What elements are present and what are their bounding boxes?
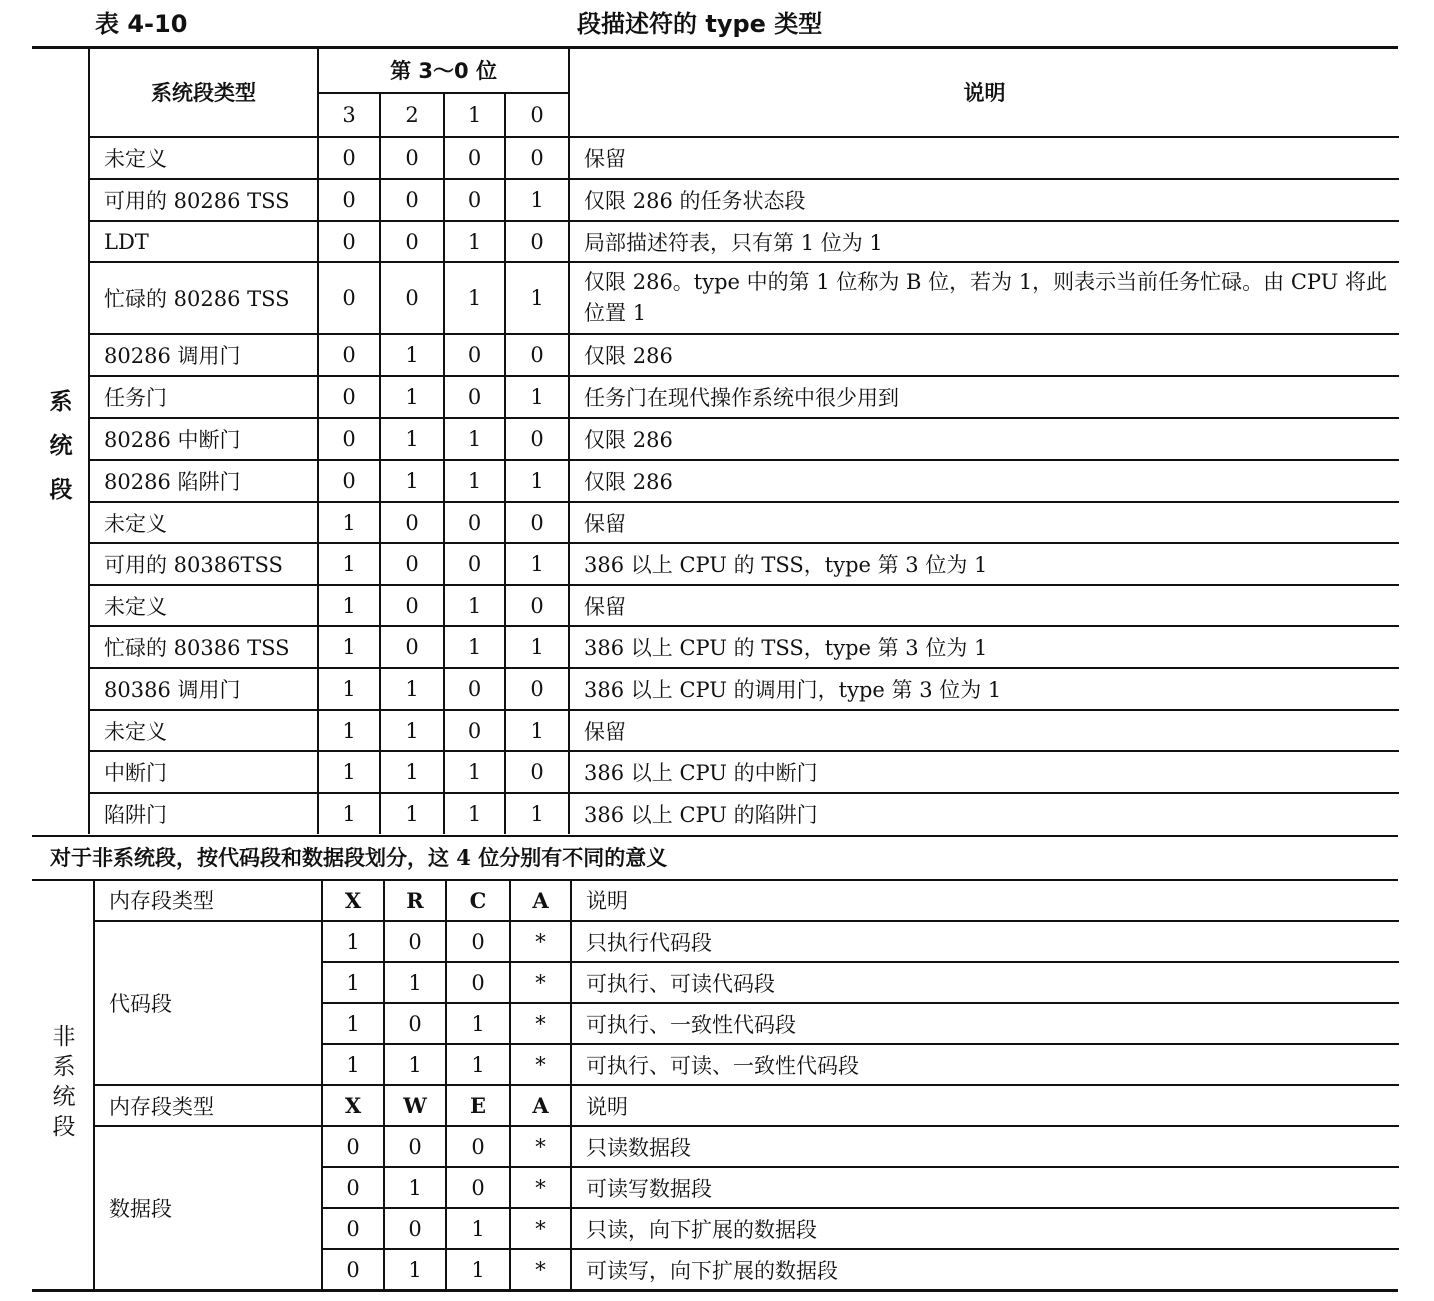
bit-1-cell: 1 [444, 418, 505, 460]
description-cell: 保留 [569, 710, 1399, 751]
bit-3-cell: 0 [318, 460, 380, 502]
bit-cell: 0 [446, 1167, 510, 1208]
table-row [89, 179, 1399, 221]
memory-type-header: 内存段类型 [94, 1085, 322, 1126]
bit-3-cell: 1 [318, 793, 380, 834]
bit-cell: * [510, 1208, 571, 1249]
bit-1-cell: 0 [444, 710, 505, 751]
bit-0-cell: 1 [505, 262, 569, 334]
description-cell: 局部描述符表，只有第 1 位为 1 [569, 221, 1399, 262]
bit-cell: 1 [322, 1003, 384, 1044]
table-row [89, 418, 1399, 460]
description-cell: 任务门在现代操作系统中很少用到 [569, 376, 1399, 418]
bit-2-cell: 1 [380, 751, 444, 793]
system-group-label: 系 统 段 [49, 388, 73, 503]
bit-3-header: 3 [318, 93, 380, 137]
description-cell: 386 以上 CPU 的中断门 [569, 751, 1399, 793]
bit-1-cell: 0 [444, 334, 505, 376]
bit-0-header: 0 [505, 93, 569, 137]
bit-2-cell: 0 [380, 179, 444, 221]
segment-type-cell: 未定义 [89, 137, 318, 179]
description-cell: 可执行、可读代码段 [571, 962, 1399, 1003]
table-row [89, 262, 1399, 334]
bit-3-cell: 1 [318, 668, 380, 710]
table-row [89, 221, 1399, 262]
bit-0-cell: 1 [505, 376, 569, 418]
segment-type-cell: 可用的 80386TSS [89, 543, 318, 585]
description-cell: 可执行、一致性代码段 [571, 1003, 1399, 1044]
segment-type-cell: 任务门 [89, 376, 318, 418]
bit-cell: 0 [384, 1208, 446, 1249]
description-cell: 保留 [569, 137, 1399, 179]
desc-header: 说明 [569, 48, 1399, 137]
segment-type-cell: 80286 陷阱门 [89, 460, 318, 502]
table-title: 段描述符的 type 类型 [577, 10, 823, 38]
description-cell: 仅限 286 [569, 418, 1399, 460]
segment-type-cell: 80386 调用门 [89, 668, 318, 710]
bit-cell: * [510, 921, 571, 962]
bit-2-cell: 1 [380, 334, 444, 376]
bit-cell: 0 [384, 1126, 446, 1167]
bit-1-cell: 1 [444, 751, 505, 793]
description-cell: 386 以上 CPU 的 TSS，type 第 3 位为 1 [569, 626, 1399, 668]
table-row [94, 921, 1399, 962]
bit-0-cell: 0 [505, 221, 569, 262]
bit-letter-header: A [510, 880, 571, 921]
bit-letter-header: E [446, 1085, 510, 1126]
bit-0-cell: 0 [505, 585, 569, 626]
bit-0-cell: 1 [505, 626, 569, 668]
bit-cell: 0 [322, 1126, 384, 1167]
description-cell: 386 以上 CPU 的陷阱门 [569, 793, 1399, 834]
description-cell: 只读数据段 [571, 1126, 1399, 1167]
description-cell: 386 以上 CPU 的调用门，type 第 3 位为 1 [569, 668, 1399, 710]
bit-1-cell: 0 [444, 137, 505, 179]
bit-cell: * [510, 1044, 571, 1085]
system-segment-table [88, 48, 1399, 834]
bit-3-cell: 1 [318, 585, 380, 626]
segment-type-cell: LDT [89, 221, 318, 262]
bit-cell: 0 [322, 1208, 384, 1249]
non-system-group-label: 非 系 统 段 [52, 1024, 76, 1140]
description-cell: 保留 [569, 585, 1399, 626]
bit-1-cell: 1 [444, 262, 505, 334]
non-system-note: 对于非系统段，按代码段和数据段划分，这 4 位分别有不同的意义 [50, 845, 668, 870]
table-row [89, 710, 1399, 751]
data-segment-label: 数据段 [94, 1126, 322, 1290]
bit-2-cell: 0 [380, 221, 444, 262]
bit-cell: 1 [384, 962, 446, 1003]
bit-letter-header: W [384, 1085, 446, 1126]
bit-cell: 0 [446, 921, 510, 962]
desc-header: 说明 [571, 880, 1399, 921]
segment-type-cell: 80286 调用门 [89, 334, 318, 376]
bit-2-cell: 1 [380, 710, 444, 751]
bit-0-cell: 0 [505, 751, 569, 793]
bit-letter-header: R [384, 880, 446, 921]
bit-3-cell: 1 [318, 751, 380, 793]
table-row [89, 137, 1399, 179]
table-row [89, 334, 1399, 376]
segment-type-cell: 忙碌的 80386 TSS [89, 626, 318, 668]
bit-2-cell: 1 [380, 460, 444, 502]
segment-type-cell: 未定义 [89, 585, 318, 626]
table-row [89, 502, 1399, 543]
bit-0-cell: 1 [505, 179, 569, 221]
bit-3-cell: 0 [318, 137, 380, 179]
segment-type-cell: 未定义 [89, 502, 318, 543]
table-number: 表 4-10 [95, 10, 188, 38]
bit-cell: * [510, 1126, 571, 1167]
bit-cell: 1 [322, 962, 384, 1003]
bit-1-cell: 1 [444, 793, 505, 834]
table-row [89, 626, 1399, 668]
bit-3-cell: 0 [318, 334, 380, 376]
bit-cell: 0 [384, 921, 446, 962]
description-cell: 只读，向下扩展的数据段 [571, 1208, 1399, 1249]
data_header-header-row [94, 1085, 1399, 1126]
bit-letter-header: C [446, 880, 510, 921]
description-cell: 可读写数据段 [571, 1167, 1399, 1208]
description-cell: 仅限 286。type 中的第 1 位称为 B 位，若为 1，则表示当前任务忙碌。由 CPU 将此位置 1 [569, 262, 1399, 334]
segment-type-cell: 忙碌的 80286 TSS [89, 262, 318, 334]
description-cell: 可读写，向下扩展的数据段 [571, 1249, 1399, 1290]
bit-0-cell: 0 [505, 668, 569, 710]
description-cell: 仅限 286 [569, 334, 1399, 376]
bit-cell: * [510, 1003, 571, 1044]
bit-3-cell: 0 [318, 221, 380, 262]
table-row [89, 460, 1399, 502]
bit-cell: 1 [384, 1044, 446, 1085]
bit-1-cell: 0 [444, 543, 505, 585]
bit-cell: 1 [322, 921, 384, 962]
bit-2-header: 2 [380, 93, 444, 137]
table-row [89, 793, 1399, 834]
bit-1-cell: 0 [444, 502, 505, 543]
bit-cell: * [510, 1167, 571, 1208]
bit-1-cell: 0 [444, 376, 505, 418]
bit-1-cell: 0 [444, 179, 505, 221]
bit-0-cell: 0 [505, 418, 569, 460]
segment-type-cell: 80286 中断门 [89, 418, 318, 460]
table-row [89, 585, 1399, 626]
segment-type-cell: 未定义 [89, 710, 318, 751]
bit-1-cell: 1 [444, 626, 505, 668]
description-cell: 可执行、可读、一致性代码段 [571, 1044, 1399, 1085]
bit-cell: 0 [322, 1249, 384, 1290]
bit-0-cell: 0 [505, 137, 569, 179]
bit-2-cell: 0 [380, 543, 444, 585]
bit-3-cell: 0 [318, 262, 380, 334]
bit-0-cell: 1 [505, 543, 569, 585]
table-row [89, 543, 1399, 585]
bit-cell: 1 [384, 1249, 446, 1290]
description-cell: 386 以上 CPU 的 TSS，type 第 3 位为 1 [569, 543, 1399, 585]
band-top-rule [32, 835, 1398, 837]
bit-2-cell: 0 [380, 626, 444, 668]
system-header-row [89, 48, 1399, 93]
bit-0-cell: 1 [505, 710, 569, 751]
segment-type-cell: 可用的 80286 TSS [89, 179, 318, 221]
code-segment-label: 代码段 [94, 921, 322, 1085]
bit-cell: 1 [446, 1003, 510, 1044]
bit-cell: 0 [384, 1003, 446, 1044]
bit-cell: 0 [446, 1126, 510, 1167]
table-row [89, 376, 1399, 418]
bit-3-cell: 0 [318, 179, 380, 221]
description-cell: 仅限 286 [569, 460, 1399, 502]
segment-type-cell: 陷阱门 [89, 793, 318, 834]
bit-cell: 1 [384, 1167, 446, 1208]
bit-2-cell: 0 [380, 585, 444, 626]
description-cell: 保留 [569, 502, 1399, 543]
table-row [89, 668, 1399, 710]
bit-0-cell: 1 [505, 793, 569, 834]
bit-2-cell: 1 [380, 376, 444, 418]
bit-cell: * [510, 1249, 571, 1290]
code_header-header-row [94, 880, 1399, 921]
bit-letter-header: X [322, 880, 384, 921]
description-cell: 只执行代码段 [571, 921, 1399, 962]
bit-1-header: 1 [444, 93, 505, 137]
bit-2-cell: 0 [380, 262, 444, 334]
bit-1-cell: 1 [444, 585, 505, 626]
bit-1-cell: 1 [444, 460, 505, 502]
bit-0-cell: 1 [505, 460, 569, 502]
non-system-segment-table [93, 880, 1399, 1291]
bit-2-cell: 0 [380, 502, 444, 543]
bits-header: 第 3～0 位 [318, 48, 569, 93]
memory-type-header: 内存段类型 [94, 880, 322, 921]
segment-type-cell: 中断门 [89, 751, 318, 793]
bit-letter-header: X [322, 1085, 384, 1126]
bit-cell: 1 [446, 1208, 510, 1249]
bit-3-cell: 1 [318, 710, 380, 751]
bit-2-cell: 0 [380, 137, 444, 179]
bit-3-cell: 0 [318, 418, 380, 460]
bit-cell: 1 [322, 1044, 384, 1085]
bit-cell: * [510, 962, 571, 1003]
bit-cell: 0 [322, 1167, 384, 1208]
bit-letter-header: A [510, 1085, 571, 1126]
desc-header: 说明 [571, 1085, 1399, 1126]
system-type-header: 系统段类型 [89, 48, 318, 137]
bit-1-cell: 1 [444, 221, 505, 262]
bit-3-cell: 0 [318, 376, 380, 418]
bit-cell: 0 [446, 962, 510, 1003]
bit-3-cell: 1 [318, 543, 380, 585]
bit-2-cell: 1 [380, 668, 444, 710]
bit-cell: 1 [446, 1044, 510, 1085]
bit-cell: 1 [446, 1249, 510, 1290]
bit-2-cell: 1 [380, 793, 444, 834]
description-cell: 仅限 286 的任务状态段 [569, 179, 1399, 221]
bit-2-cell: 1 [380, 418, 444, 460]
bit-3-cell: 1 [318, 502, 380, 543]
table-row [94, 1126, 1399, 1167]
bit-0-cell: 0 [505, 334, 569, 376]
table-row [89, 751, 1399, 793]
bit-3-cell: 1 [318, 626, 380, 668]
bit-0-cell: 0 [505, 502, 569, 543]
bit-1-cell: 0 [444, 668, 505, 710]
